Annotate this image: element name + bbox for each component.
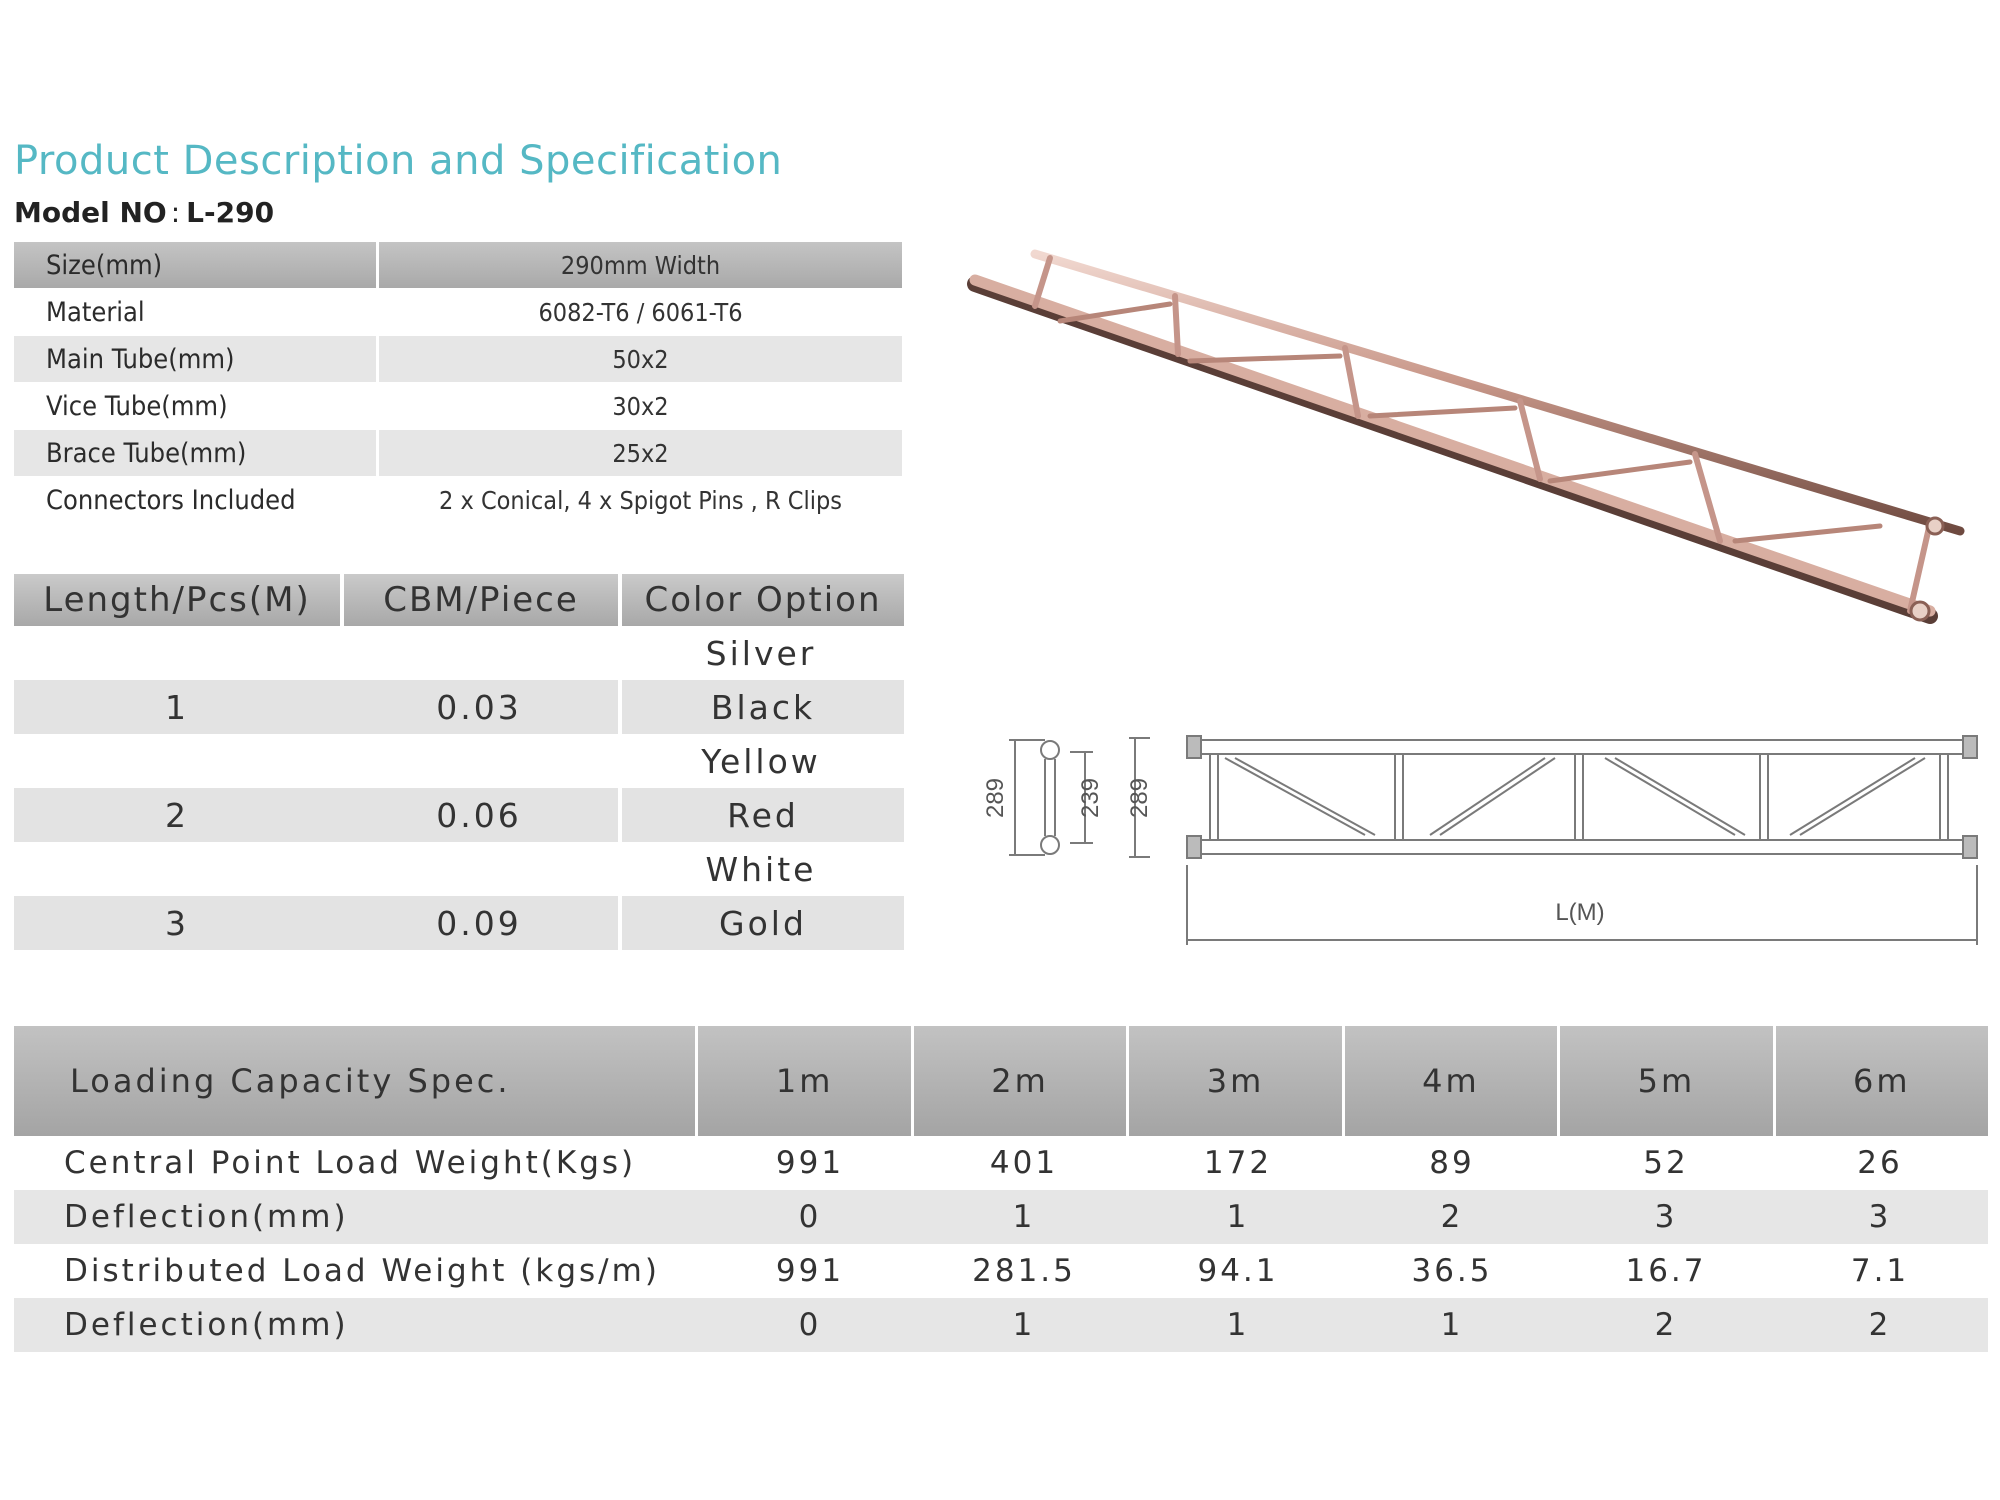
dim-label-outer: 289 xyxy=(982,777,1009,819)
spec-value: 290mm Width xyxy=(560,250,721,280)
row-label: Central Point Load Weight(Kgs) xyxy=(64,1145,637,1181)
page-title: Product Description and Specification xyxy=(14,138,783,184)
cell: 0 xyxy=(798,1199,822,1235)
dim-label-side: 289 xyxy=(1126,777,1153,819)
cell: 94.1 xyxy=(1197,1253,1279,1289)
spec-row xyxy=(14,383,902,429)
table-row xyxy=(14,1244,1988,1298)
technical-drawing xyxy=(975,720,1995,960)
spec-row xyxy=(14,336,902,382)
spec-label: Connectors Included xyxy=(14,477,379,523)
spec-value: 6082-T6 / 6061-T6 xyxy=(538,297,743,327)
cell: 2 xyxy=(1654,1307,1678,1343)
elevation-verticals xyxy=(1210,754,1948,840)
column-header: 5m xyxy=(1560,1026,1775,1136)
cell: 172 xyxy=(1203,1145,1273,1181)
spec-label: Size(mm) xyxy=(14,242,379,288)
column-header: 1m xyxy=(698,1026,913,1136)
truss-image xyxy=(960,236,1980,636)
length-row xyxy=(14,842,904,896)
spec-value: 25x2 xyxy=(612,438,669,468)
cell: 1 xyxy=(1226,1307,1250,1343)
cell: 2 xyxy=(1440,1199,1464,1235)
length-table xyxy=(14,574,904,950)
column-header: 3m xyxy=(1129,1026,1344,1136)
cell: 1 xyxy=(1226,1199,1250,1235)
column-header: 6m xyxy=(1853,1062,1911,1100)
section-tube-bottom xyxy=(1041,836,1059,854)
cbm-value: 0.06 xyxy=(436,795,522,835)
spec-label: Main Tube(mm) xyxy=(14,336,379,382)
elevation-bottom-chord xyxy=(1187,840,1977,854)
elevation-top-chord xyxy=(1187,740,1977,754)
color-option: Gold xyxy=(618,896,904,950)
cell: 2 xyxy=(1868,1307,1892,1343)
dim-label-length: L(M) xyxy=(1555,899,1605,926)
cell: 1 xyxy=(1012,1307,1036,1343)
dim-label-inner: 239 xyxy=(1077,777,1104,819)
color-option: White xyxy=(705,849,817,889)
model-label: Model NO xyxy=(14,196,167,229)
header-cbm: CBM/Piece xyxy=(344,574,622,626)
length-row xyxy=(14,626,904,680)
cbm-value: 0.03 xyxy=(436,687,522,727)
length-value: 1 xyxy=(165,687,189,727)
cell: 281.5 xyxy=(972,1253,1076,1289)
cell: 89 xyxy=(1429,1145,1475,1181)
truss-connector xyxy=(1911,602,1929,620)
spec-row xyxy=(14,242,902,288)
cell: 16.7 xyxy=(1625,1253,1707,1289)
spec-value: 50x2 xyxy=(612,344,669,374)
spec-table xyxy=(14,242,902,524)
table-row xyxy=(14,1298,1988,1352)
color-option: Silver xyxy=(705,633,817,673)
cell: 0 xyxy=(798,1307,822,1343)
column-header: 4m xyxy=(1345,1026,1560,1136)
row-label: Distributed Load Weight (kgs/m) xyxy=(64,1253,660,1289)
spec-label: Brace Tube(mm) xyxy=(14,430,379,476)
cbm-value: 0.09 xyxy=(436,903,522,943)
header-length: Length/Pcs(M) xyxy=(14,574,344,626)
length-row xyxy=(14,896,904,950)
table-row xyxy=(14,1136,1988,1190)
cell: 3 xyxy=(1654,1199,1678,1235)
color-option: Yellow xyxy=(701,741,821,781)
truss-bottom-rail xyxy=(975,280,1930,611)
spec-row xyxy=(14,430,902,476)
length-value: 3 xyxy=(165,903,189,943)
column-header: 2m xyxy=(914,1026,1129,1136)
length-table-header xyxy=(14,574,904,626)
length-value: 2 xyxy=(165,795,189,835)
color-option: Black xyxy=(618,680,904,734)
truss-connector xyxy=(1927,518,1943,534)
length-row xyxy=(14,788,904,842)
length-row xyxy=(14,680,904,734)
end-plate xyxy=(1187,736,1201,758)
loading-table-header xyxy=(14,1026,1988,1136)
cell: 1 xyxy=(1012,1199,1036,1235)
loading-capacity-table xyxy=(14,1026,1988,1352)
loading-header-label: Loading Capacity Spec. xyxy=(14,1026,698,1136)
cell: 36.5 xyxy=(1411,1253,1493,1289)
section-tube-top xyxy=(1041,741,1059,759)
model-number: Model NO : L-290 xyxy=(14,196,275,229)
cell: 52 xyxy=(1643,1145,1689,1181)
spec-value: 2 x Conical, 4 x Spigot Pins , R Clips xyxy=(439,485,842,515)
header-color: Color Option xyxy=(644,580,882,620)
spec-row xyxy=(14,477,902,523)
row-label: Deflection(mm) xyxy=(64,1307,349,1343)
length-row xyxy=(14,734,904,788)
cell: 26 xyxy=(1857,1145,1903,1181)
cell: 991 xyxy=(775,1253,845,1289)
truss-diagonals xyxy=(1060,304,1880,541)
spec-label: Material xyxy=(14,289,379,335)
spec-label: Vice Tube(mm) xyxy=(14,383,379,429)
model-value: L-290 xyxy=(186,196,275,229)
end-plate xyxy=(1963,836,1977,858)
color-option: Red xyxy=(618,788,904,842)
table-row xyxy=(14,1190,1988,1244)
cell: 3 xyxy=(1868,1199,1892,1235)
cell: 7.1 xyxy=(1850,1253,1910,1289)
row-label: Deflection(mm) xyxy=(64,1199,349,1235)
spec-row xyxy=(14,289,902,335)
truss-verticals xyxy=(1035,258,1930,611)
cell: 991 xyxy=(775,1145,845,1181)
end-plate xyxy=(1187,836,1201,858)
end-plate xyxy=(1963,736,1977,758)
cell: 1 xyxy=(1440,1307,1464,1343)
spec-value: 30x2 xyxy=(612,391,669,421)
cell: 401 xyxy=(989,1145,1059,1181)
